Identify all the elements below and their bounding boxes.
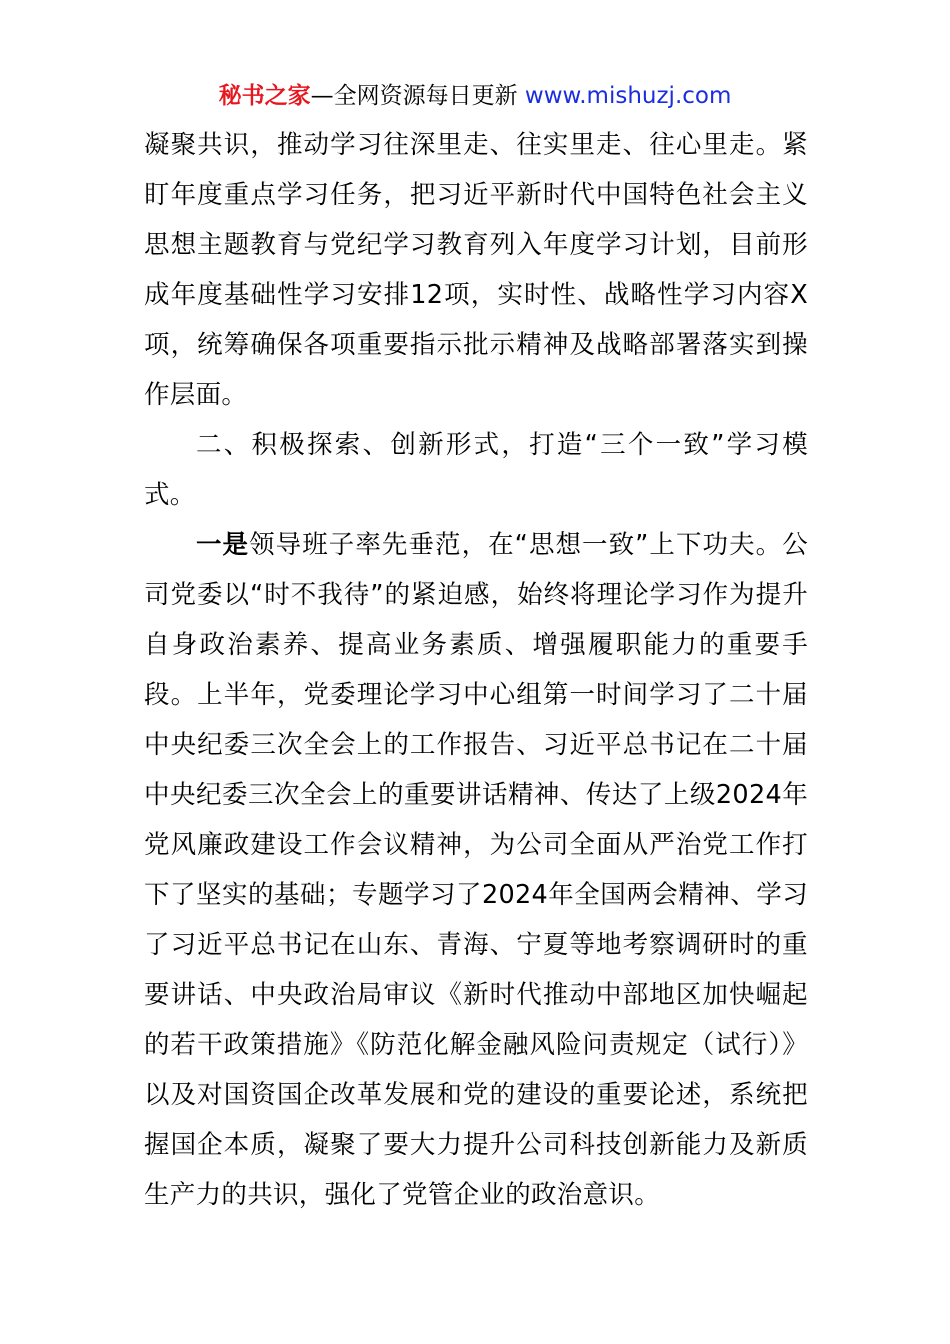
paragraph-continued: 凝聚共识，推动学习往深里走、往实里走、往心里走。紧盯年度重点学习任务，把习近平新时代中国特色社会主义思想主题教育与党纪学习教育列入年度学习计划，目前形成年度基础性学习安排12项，实时性、战略性学习内容X项，统筹确保各项重要指示批示精神及战略部署落实到操作层面。	[144, 130, 808, 410]
document-body	[144, 120, 808, 1220]
paragraph-item-one	[144, 520, 808, 1220]
item-lead: 一是	[196, 530, 250, 560]
section-heading: 二、积极探索、创新形式，打造“三个一致”学习模式。	[144, 430, 808, 510]
website-link[interactable]: www.mishuzj.com	[524, 83, 732, 109]
brand-name: 秘书之家	[218, 83, 311, 109]
header-tagline: —全网资源每日更新	[310, 83, 525, 109]
item-body: 领导班子率先垂范，在“思想一致”上下功夫。公司党委以“时不我待”的紧迫感，始终将理论学习作为提升自身政治素养、提高业务素质、增强履职能力的重要手段。上半年，党委理论学习中心组第一时间学习了二十届中央纪委三次全会上的工作报告、习近平总书记在二十届中央纪委三次全会上的重要讲话精神、传达了上级2024年党风廉政建设工作会议精神，为公司全面从严治党工作打下了坚实的基础；专题学习了2024年全国两会精神、学习了习近平总书记在山东、青海、宁夏等地考察调研时的重要讲话、中央政治局审议《新时代推动中部地区加快崛起的若干政策措施》《防范化解金融风险问责规定（试行）》以及对国资国企改革发展和党的建设的重要论述，系统把握国企本质，凝聚了要大力提升公司科技创新能力及新质生产力的共识，强化了党管企业的政治意识。	[144, 530, 808, 1210]
page-header	[0, 80, 950, 112]
